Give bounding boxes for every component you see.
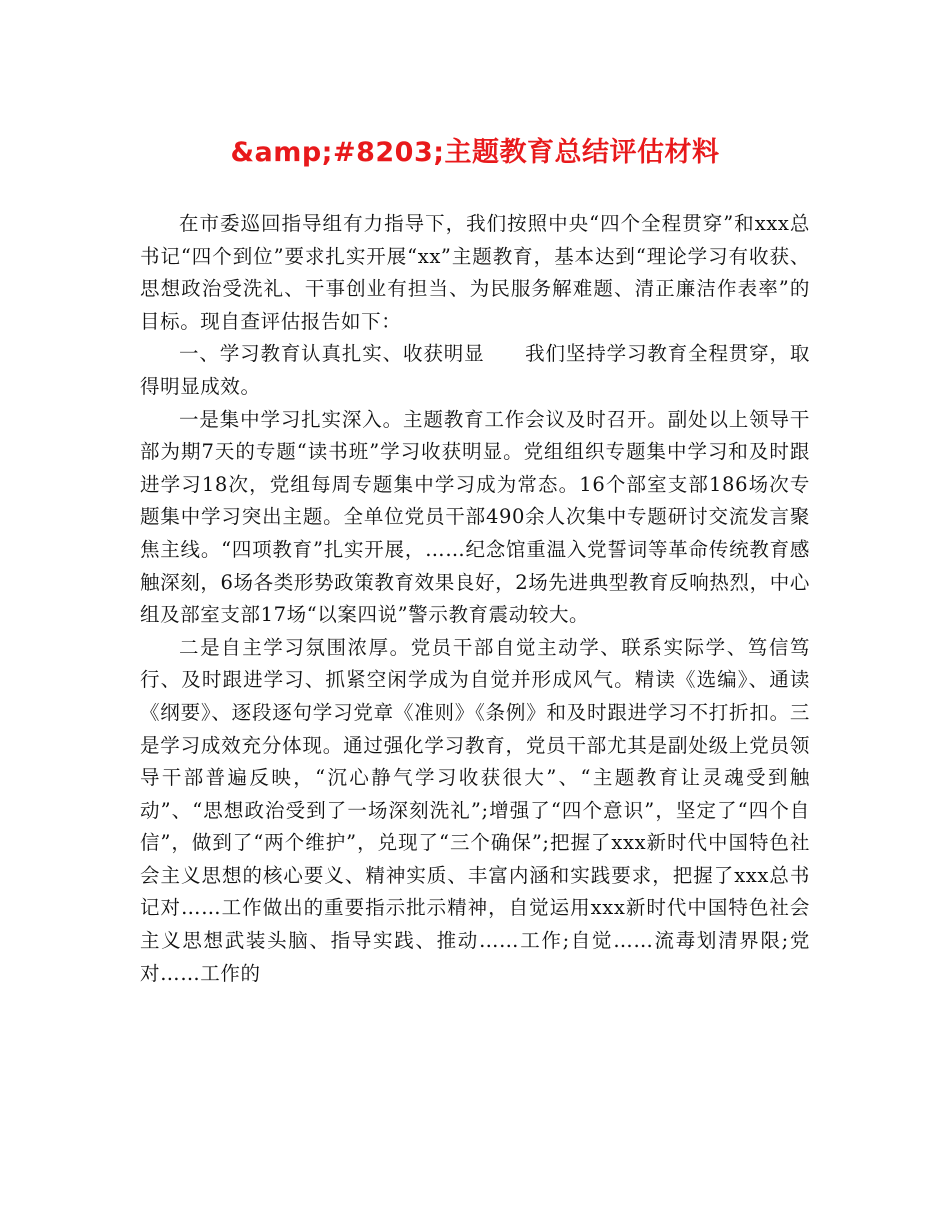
paragraph-centralized-study: 一是集中学习扎实深入。主题教育工作会议及时召开。副处以上领导干部为期7天的专题“读书班”学习收获明显。党组组织专题集中学习和及时跟进学习18次，党组每周专题集中学习成为常态。16个部室支部186场次专题集中学习突出主题。全单位党员干部490余人次集中专题研讨交流发言聚焦主线。“四项教育”扎实开展，……纪念馆重温入党誓词等革命传统教育感触深刻，6场各类形势政策教育效果良好，2场先进典型教育反响热烈，中心组及部室支部17场“以案四说”警示教育震动较大。	[140, 407, 810, 627]
paragraph-self-study: 二是自主学习氛围浓厚。党员干部自觉主动学、联系实际学、笃信笃行、及时跟进学习、抓紧空闲学成为自觉并形成风气。精读《选编》、通读《纲要》、逐段逐句学习党章《准则》《条例》和及时跟进学习不打折扣。三是学习成效充分体现。通过强化学习教育，党员干部尤其是副处级上党员领导干部普遍反映，“沉心静气学习收获很大”、“主题教育让灵魂受到触动”、“思想政治受到了一场深刻洗礼”;增强了“四个意识”，坚定了“四个自信”，做到了“两个维护”，兑现了“三个确保”;把握了xxx新时代中国特色社会主义思想的核心要义、精神实质、丰富内涵和实践要求，把握了xxx总书记对……工作做出的重要指示批示精神，自觉运用xxx新时代中国特色社会主义思想武装头脑、指导实践、推动……工作;自觉……流毒划清界限;党对……工作的	[140, 635, 810, 985]
paragraph-section-one-heading: 一、学习教育认真扎实、收获明显 我们坚持学习教育全程贯穿，取得明显成效。	[140, 342, 810, 398]
paragraph-intro: 在市委巡回指导组有力指导下，我们按照中央“四个全程贯穿”和xxx总书记“四个到位”要求扎实开展“xx”主题教育，基本达到“理论学习有收获、思想政治受洗礼、干事创业有担当、为民服务解难题、清正廉洁作表率”的目标。现自查评估报告如下：	[140, 212, 810, 333]
document-title: &amp;#8203;主题教育总结评估材料	[230, 137, 720, 168]
